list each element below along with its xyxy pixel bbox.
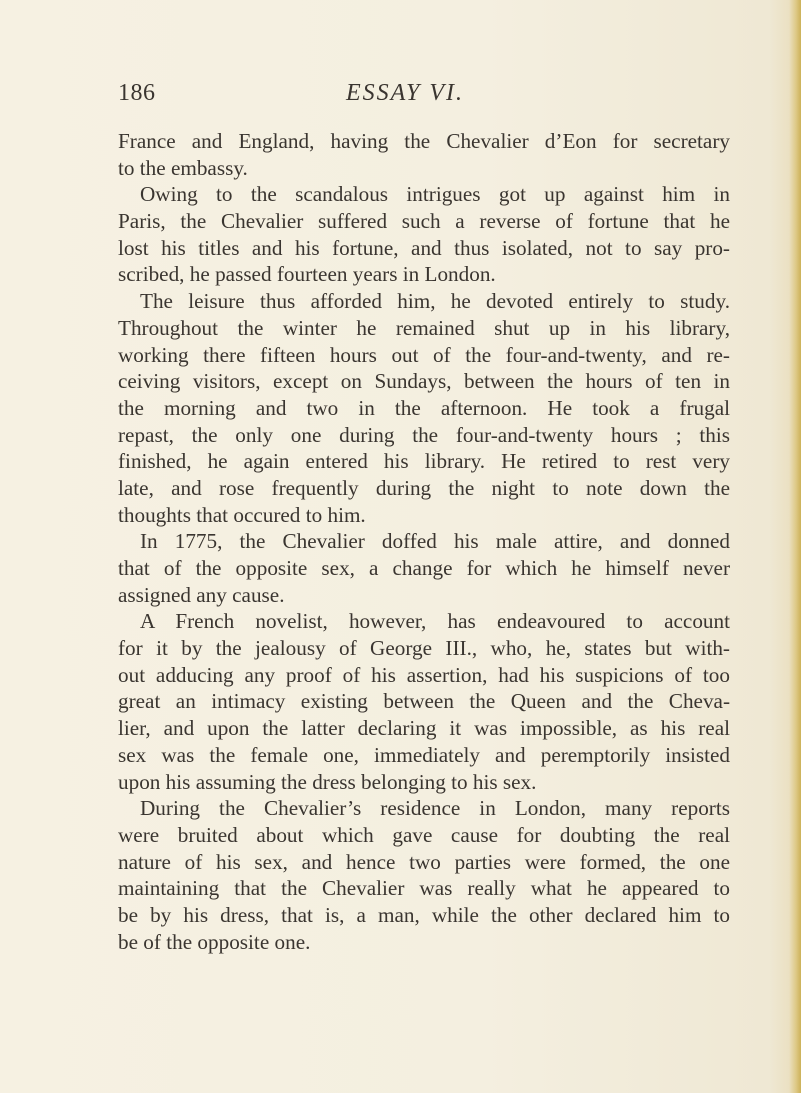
text-line: to the embassy. bbox=[118, 155, 248, 180]
text-line: out adducing any proof of his assertion, had his suspicions of too bbox=[118, 662, 730, 687]
text-line: great an intimacy existing between the Queen and the Cheva- bbox=[118, 689, 730, 714]
text-line: Throughout the winter he remained shut up in his library, bbox=[118, 315, 730, 340]
text-line: lier, and upon the latter declaring it was impossible, as his real bbox=[118, 716, 730, 741]
text-line: During the Chevalier’s residence in London, many reports bbox=[140, 796, 730, 821]
running-title: ESSAY VI. bbox=[346, 80, 464, 106]
text-line: the morning and two in the afternoon. He took a frugal bbox=[118, 395, 730, 420]
page-header bbox=[118, 80, 728, 114]
body-text bbox=[118, 128, 730, 955]
text-line: be of the opposite one. bbox=[118, 929, 311, 954]
text-line: The leisure thus afforded him, he devoted entirely to study. bbox=[140, 289, 730, 314]
text-line: Paris, the Chevalier suffered such a reverse of fortune that he bbox=[118, 209, 730, 234]
page-number: 186 bbox=[118, 80, 156, 106]
text-line: scribed, he passed fourteen years in London. bbox=[118, 262, 496, 287]
text-line: France and England, having the Chevalier d’Eon for secretary bbox=[118, 129, 730, 153]
text-line: assigned any cause. bbox=[118, 582, 285, 607]
text-line: working there fifteen hours out of the four-and-twenty, and re- bbox=[118, 342, 730, 367]
text-line: maintaining that the Chevalier was really what he appeared to bbox=[118, 876, 730, 901]
text-line: nature of his sex, and hence two parties were formed, the one bbox=[118, 849, 730, 874]
text-line: thoughts that occured to him. bbox=[118, 502, 366, 527]
text-line: ceiving visitors, except on Sundays, between the hours of ten in bbox=[118, 369, 730, 394]
text-line: sex was the female one, immediately and peremptorily insisted bbox=[118, 742, 730, 767]
text-line: for it by the jealousy of George III., who, he, states but with- bbox=[118, 636, 730, 661]
text-line: upon his assuming the dress belonging to his sex. bbox=[118, 769, 537, 794]
text-line: finished, he again entered his library. He retired to rest very bbox=[118, 449, 730, 474]
page-edge-stain bbox=[789, 0, 801, 1093]
text-line: that of the opposite sex, a change for which he himself never bbox=[118, 556, 730, 580]
text-line: late, and rose frequently during the night to note down the bbox=[118, 475, 730, 500]
text-line: were bruited about which gave cause for doubting the real bbox=[118, 822, 730, 847]
text-line: be by his dress, that is, a man, while the other declared him to bbox=[118, 902, 730, 927]
text-line: lost his titles and his fortune, and thus isolated, not to say pro- bbox=[118, 235, 730, 260]
text-line: In 1775, the Chevalier doffed his male attire, and donned bbox=[140, 529, 730, 554]
text-line: Owing to the scandalous intrigues got up against him in bbox=[140, 182, 730, 207]
text-line: A French novelist, however, has endeavoured to account bbox=[140, 609, 730, 634]
text-line: repast, the only one during the four-and-twenty hours ; this bbox=[118, 422, 730, 447]
